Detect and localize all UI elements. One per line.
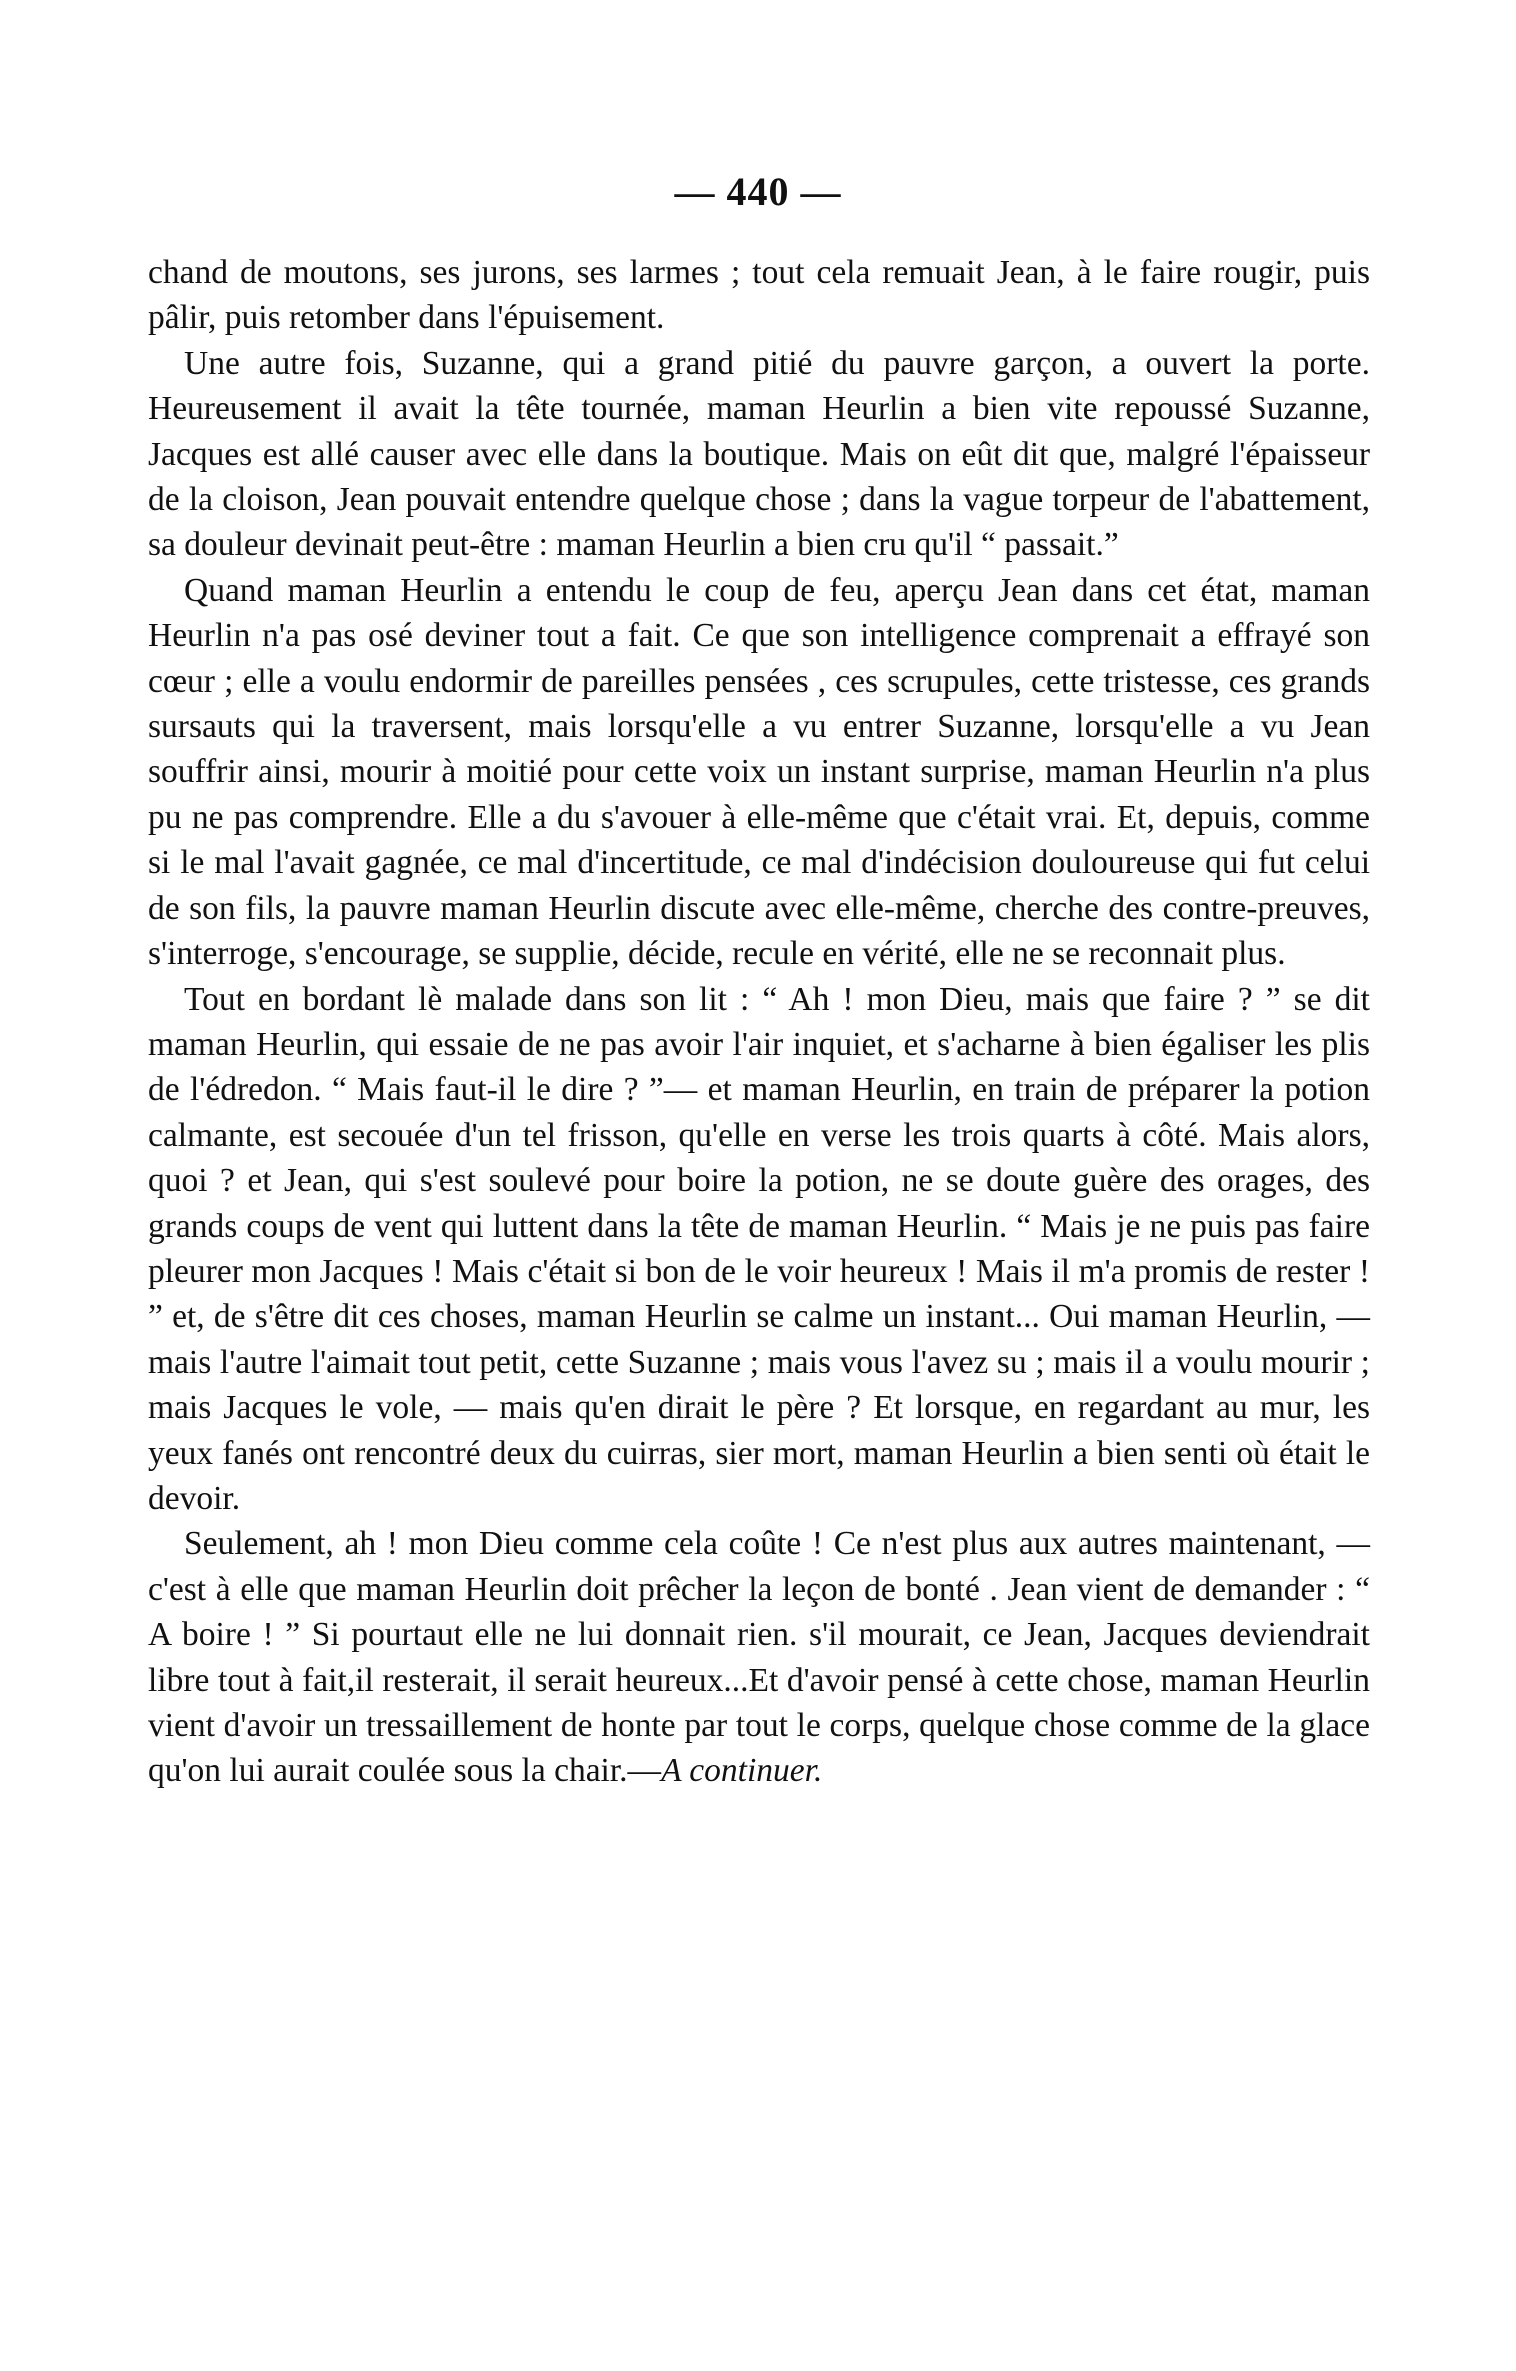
paragraph-5 — [148, 1521, 1370, 1793]
paragraph-1: chand de moutons, ses jurons, ses larmes ; tout cela remuait Jean, à le faire rougir, puis pâlir, puis retomber dans l'épuisement. — [148, 254, 1370, 337]
page-number: — 440 — — [674, 169, 842, 214]
paragraph-3: Quand maman Heurlin a entendu le coup de feu, aperçu Jean dans cet état, maman Heurlin n'a pas osé deviner tout a fait. Ce que son intelligence comprenait a effrayé son cœur ; elle a voulu endormir de pareilles pensées , ces scrupules, cette tristesse, ces grands sursauts qui la traversent, mais lorsqu'elle a vu entrer Suzanne, lorsqu'elle a vu Jean souffrir ainsi, mourir à moitié pour cette voix un instant surprise, maman Heurlin n'a plus pu ne pas comprendre. Elle a du s'avouer à elle-même que c'était vrai. Et, depuis, comme si le mal l'avait gagnée, ce mal d'incertitude, ce mal d'indécision douloureuse qui fut celui de son fils, la pauvre maman Heurlin discute avec elle-même, cherche des contre-preuves, s'interroge, s'encourage, se supplie, décide, recule en vérité, elle ne se reconnait plus. — [148, 571, 1370, 973]
continuation-note: A continuer. — [661, 1752, 823, 1790]
paragraph-2: Une autre fois, Suzanne, qui a grand pitié du pauvre garçon, a ouvert la porte. Heureusement il avait la tête tournée, maman Heurlin a bien vite repoussé Suzanne, Jacques est allé causer avec elle dans la boutique. Mais on eût dit que, malgré l'épaisseur de la cloison, Jean pouvait entendre quelque chose ; dans la vague torpeur de l'abattement, sa douleur devinait peut-être : maman Heurlin a bien cru qu'il “ passait.” — [148, 344, 1370, 564]
paragraph-4: Tout en bordant lè malade dans son lit : “ Ah ! mon Dieu, mais que faire ? ” se dit maman Heurlin, qui essaie de ne pas avoir l'air inquiet, et s'acharne à bien égaliser les plis de l'édredon. “ Mais faut-il le dire ? ”— et maman Heurlin, en train de préparer la potion calmante, est secouée d'un tel frisson, qu'elle en verse les trois quarts à côté. Mais alors, quoi ? et Jean, qui s'est soulevé pour boire la potion, ne se doute guère des orages, des grands coups de vent qui luttent dans la tête de maman Heurlin. “ Mais je ne puis pas faire pleurer mon Jacques ! Mais c'était si bon de le voir heureux ! Mais il m'a promis de rester ! ” et, de s'être dit ces choses, maman Heurlin se calme un instant... Oui maman Heurlin, — mais l'autre l'aimait tout petit, cette Suzanne ; mais vous l'avez su ; mais il a voulu mourir ; mais Jacques le vole, — mais qu'en dirait le père ? Et lorsque, en regardant au mur, les yeux fanés ont rencontré deux du cuirras, sier mort, maman Heurlin a bien senti où était le devoir. — [148, 980, 1370, 1517]
paragraph-5-text: Seulement, ah ! mon Dieu comme cela coûte ! Ce n'est plus aux autres maintenant, — c'est à elle que maman Heurlin doit prêcher la leçon de bonté . Jean vient de demander : “ A boire ! ” Si pourtaut elle ne lui donnait rien. s'il mourait, ce Jean, Jacques deviendrait libre tout à fait,il resterait, il serait heureux...Et d'avoir pensé à cette chose, maman Heurlin vient d'avoir un tressaillement de honte par tout le corps, quelque chose comme de la glace qu'on lui aurait coulée sous la chair.— — [148, 1525, 1370, 1790]
text-column — [148, 250, 1370, 1794]
